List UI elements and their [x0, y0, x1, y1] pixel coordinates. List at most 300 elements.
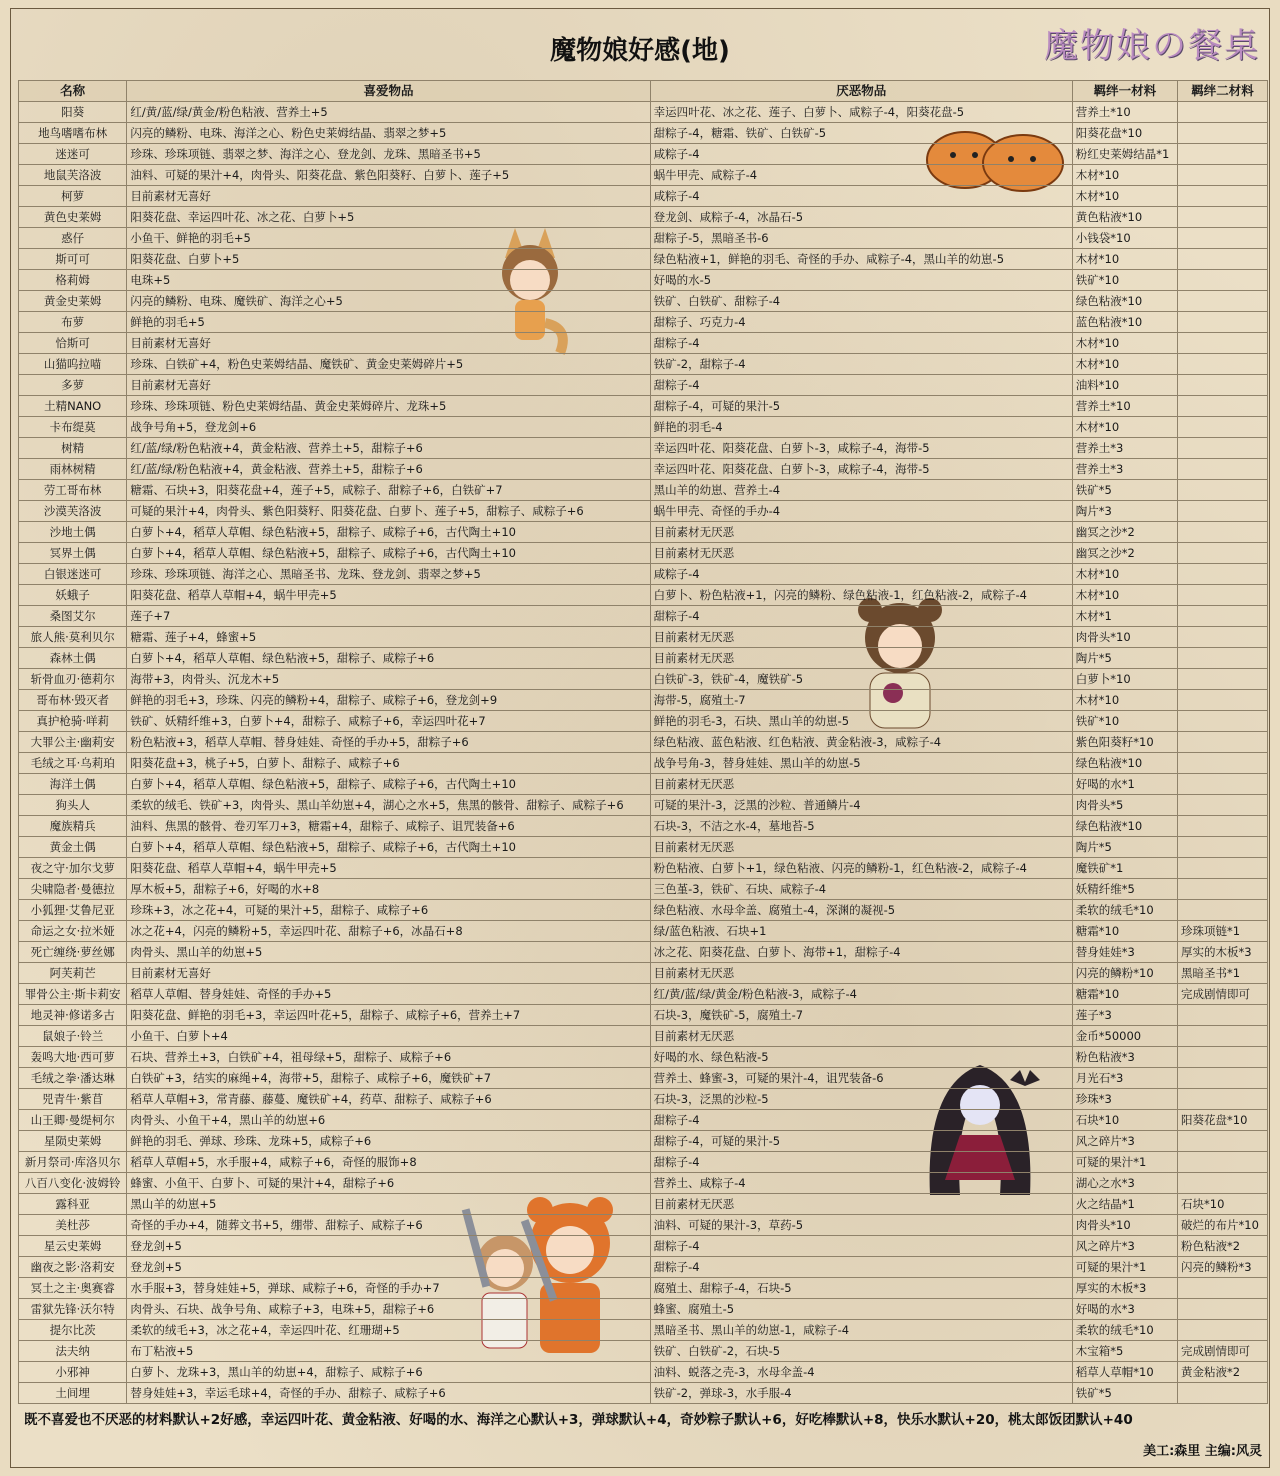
dislikes-cell: 目前素材无厌恶 [650, 543, 1072, 564]
monster-name-cell: 斩骨血刃·德莉尔 [19, 669, 127, 690]
likes-cell: 登龙剑+5 [127, 1257, 650, 1278]
table-row [19, 480, 1268, 501]
bond2-material-cell [1178, 1047, 1268, 1068]
table-row [19, 165, 1268, 186]
bond2-material-cell [1178, 1026, 1268, 1047]
bond2-material-cell [1178, 459, 1268, 480]
dislikes-cell: 蜗牛甲壳、奇怪的手办-4 [650, 501, 1072, 522]
dislikes-cell: 甜粽子-4 [650, 1110, 1072, 1131]
monster-name-cell: 柯萝 [19, 186, 127, 207]
bond2-material-cell [1178, 627, 1268, 648]
column-header-dislikes: 厌恶物品 [650, 81, 1072, 102]
monster-name-cell: 格莉姆 [19, 270, 127, 291]
bond2-material-cell [1178, 501, 1268, 522]
monster-name-cell: 法夫纳 [19, 1341, 127, 1362]
bond1-material-cell: 营养土*10 [1072, 102, 1177, 123]
dislikes-cell: 绿/蓝色粘液、石块+1 [650, 921, 1072, 942]
bond1-material-cell: 铁矿*5 [1072, 1383, 1177, 1404]
bond1-material-cell: 铁矿*5 [1072, 480, 1177, 501]
monster-name-cell: 星云史莱姆 [19, 1236, 127, 1257]
dislikes-cell: 目前素材无厌恶 [650, 837, 1072, 858]
bond2-material-cell [1178, 228, 1268, 249]
bond1-material-cell: 黄色粘液*10 [1072, 207, 1177, 228]
monster-name-cell: 罪骨公主·斯卡莉安 [19, 984, 127, 1005]
table-row [19, 585, 1268, 606]
monster-name-cell: 轰鸣大地·西可萝 [19, 1047, 127, 1068]
bond2-material-cell [1178, 606, 1268, 627]
bond1-material-cell: 妖精纤维*5 [1072, 879, 1177, 900]
table-row [19, 1320, 1268, 1341]
bond1-material-cell: 木材*10 [1072, 585, 1177, 606]
monster-name-cell: 阿芙莉芒 [19, 963, 127, 984]
likes-cell: 鲜艳的羽毛、弹球、珍珠、龙珠+5，咸粽子+6 [127, 1131, 650, 1152]
dislikes-cell: 绿色粘液、水母伞盖、腐殖土-4，深渊的凝视-5 [650, 900, 1072, 921]
monster-name-cell: 哥布林·毁灭者 [19, 690, 127, 711]
monster-name-cell: 毛绒之拳·潘达琳 [19, 1068, 127, 1089]
monster-name-cell: 海洋土偶 [19, 774, 127, 795]
likes-cell: 油料、焦黑的骸骨、卷刃军刀+3，糖霜+4，甜粽子、咸粽子、诅咒装备+6 [127, 816, 650, 837]
likes-cell: 战争号角+5，登龙剑+6 [127, 417, 650, 438]
bond2-material-cell: 破烂的布片*10 [1178, 1215, 1268, 1236]
table-row [19, 1215, 1268, 1236]
likes-cell: 小鱼干、鲜艳的羽毛+5 [127, 228, 650, 249]
bond2-material-cell [1178, 165, 1268, 186]
monster-name-cell: 沙漠芙洛波 [19, 501, 127, 522]
dislikes-cell: 石块-3，泛黑的沙粒-5 [650, 1089, 1072, 1110]
bond1-material-cell: 陶片*3 [1072, 501, 1177, 522]
bond2-material-cell: 粉色粘液*2 [1178, 1236, 1268, 1257]
bond1-material-cell: 木材*10 [1072, 417, 1177, 438]
bond2-material-cell: 珍珠项链*1 [1178, 921, 1268, 942]
bond2-material-cell [1178, 564, 1268, 585]
bond1-material-cell: 蓝色粘液*10 [1072, 312, 1177, 333]
bond1-material-cell: 铁矿*10 [1072, 711, 1177, 732]
monster-name-cell: 夜之守·加尔戈萝 [19, 858, 127, 879]
bond2-material-cell [1178, 753, 1268, 774]
dislikes-cell: 甜粽子-4 [650, 333, 1072, 354]
table-row [19, 564, 1268, 585]
table-row [19, 816, 1268, 837]
dislikes-cell: 油料、蜕落之壳-3，水母伞盖-4 [650, 1362, 1072, 1383]
table-row [19, 753, 1268, 774]
dislikes-cell: 好喝的水、绿色粘液-5 [650, 1047, 1072, 1068]
column-header-name: 名称 [19, 81, 127, 102]
bond1-material-cell: 可疑的果汁*1 [1072, 1257, 1177, 1278]
bond2-material-cell: 阳葵花盘*10 [1178, 1110, 1268, 1131]
bond1-material-cell: 木材*10 [1072, 564, 1177, 585]
dislikes-cell: 甜粽子-4 [650, 1257, 1072, 1278]
table-row [19, 186, 1268, 207]
table-row [19, 669, 1268, 690]
monster-name-cell: 露科亚 [19, 1194, 127, 1215]
bond1-material-cell: 陶片*5 [1072, 648, 1177, 669]
likes-cell: 铁矿、妖精纤维+3，白萝卜+4，甜粽子、咸粽子+6，幸运四叶花+7 [127, 711, 650, 732]
bond2-material-cell: 厚实的木板*3 [1178, 942, 1268, 963]
monster-name-cell: 桑图艾尔 [19, 606, 127, 627]
bond2-material-cell: 黄金粘液*2 [1178, 1362, 1268, 1383]
bond1-material-cell: 糖霜*10 [1072, 984, 1177, 1005]
bond2-material-cell [1178, 774, 1268, 795]
dislikes-cell: 目前素材无厌恶 [650, 1194, 1072, 1215]
bond1-material-cell: 木材*10 [1072, 690, 1177, 711]
dislikes-cell: 铁矿、白铁矿-2，石块-5 [650, 1341, 1072, 1362]
column-header-likes: 喜爱物品 [127, 81, 650, 102]
bond2-material-cell [1178, 438, 1268, 459]
likes-cell: 白铁矿+3，结实的麻绳+4，海带+5，甜粽子、咸粽子+6，魔铁矿+7 [127, 1068, 650, 1089]
dislikes-cell: 目前素材无厌恶 [650, 648, 1072, 669]
monster-name-cell: 兕青牛·紫苜 [19, 1089, 127, 1110]
bond1-material-cell: 白萝卜*10 [1072, 669, 1177, 690]
bond2-material-cell: 黑暗圣书*1 [1178, 963, 1268, 984]
likes-cell: 登龙剑+5 [127, 1236, 650, 1257]
monster-name-cell: 美杜莎 [19, 1215, 127, 1236]
monster-name-cell: 沙地土偶 [19, 522, 127, 543]
bond1-material-cell: 小钱袋*10 [1072, 228, 1177, 249]
monster-name-cell: 雨林树精 [19, 459, 127, 480]
dislikes-cell: 粉色粘液、白萝卜+1，绿色粘液、闪亮的鳞粉-1，红色粘液-2，咸粽子-4 [650, 858, 1072, 879]
dislikes-cell: 营养土、咸粽子-4 [650, 1173, 1072, 1194]
table-row [19, 1089, 1268, 1110]
dislikes-cell: 海带-5，腐殖土-7 [650, 690, 1072, 711]
bond2-material-cell [1178, 1299, 1268, 1320]
bond2-material-cell [1178, 543, 1268, 564]
bond2-material-cell [1178, 144, 1268, 165]
table-row [19, 921, 1268, 942]
bond1-material-cell: 好喝的水*3 [1072, 1299, 1177, 1320]
monster-name-cell: 白银迷迷可 [19, 564, 127, 585]
likes-cell: 白萝卜+4，稻草人草帽、绿色粘液+5，甜粽子、咸粽子+6 [127, 648, 650, 669]
dislikes-cell: 石块-3，魔铁矿-5，腐殖土-7 [650, 1005, 1072, 1026]
dislikes-cell: 幸运四叶花、阳葵花盘、白萝卜-3，咸粽子-4，海带-5 [650, 459, 1072, 480]
bond1-material-cell: 厚实的木板*3 [1072, 1278, 1177, 1299]
likes-cell: 粉色粘液+3，稻草人草帽、替身娃娃、奇怪的手办+5，甜粽子+6 [127, 732, 650, 753]
likes-cell: 鲜艳的羽毛+3，珍珠、闪亮的鳞粉+4，甜粽子、咸粽子+6，登龙剑+9 [127, 690, 650, 711]
bond2-material-cell [1178, 711, 1268, 732]
monster-name-cell: 命运之女·拉米娅 [19, 921, 127, 942]
bond2-material-cell [1178, 291, 1268, 312]
monster-name-cell: 死亡缠绕·萝丝娜 [19, 942, 127, 963]
bond1-material-cell: 替身娃娃*3 [1072, 942, 1177, 963]
bond1-material-cell: 莲子*3 [1072, 1005, 1177, 1026]
likes-cell: 柔软的绒毛+3，冰之花+4，幸运四叶花、红珊瑚+5 [127, 1320, 650, 1341]
likes-cell: 阳葵花盘、稻草人草帽+4，蜗牛甲壳+5 [127, 858, 650, 879]
bond1-material-cell: 粉色粘液*3 [1072, 1047, 1177, 1068]
bond2-material-cell [1178, 900, 1268, 921]
table-row [19, 900, 1268, 921]
monster-name-cell: 多萝 [19, 375, 127, 396]
bond1-material-cell: 肉骨头*10 [1072, 1215, 1177, 1236]
game-logo: 魔物娘の餐桌 [1044, 26, 1260, 66]
bond1-material-cell: 木材*10 [1072, 165, 1177, 186]
bond1-material-cell: 稻草人草帽*10 [1072, 1362, 1177, 1383]
likes-cell: 白萝卜+4，稻草人草帽、绿色粘液+5，甜粽子、咸粽子+6，古代陶土+10 [127, 522, 650, 543]
likes-cell: 闪亮的鳞粉、电珠、魔铁矿、海洋之心+5 [127, 291, 650, 312]
likes-cell: 珍珠+3，冰之花+4，可疑的果汁+5，甜粽子、咸粽子+6 [127, 900, 650, 921]
bond2-material-cell [1178, 312, 1268, 333]
likes-cell: 白萝卜+4，稻草人草帽、绿色粘液+5，甜粽子、咸粽子+6，古代陶土+10 [127, 774, 650, 795]
dislikes-cell: 绿色粘液+1，鲜艳的羽毛、奇怪的手办、咸粽子-4，黑山羊的幼崽-5 [650, 249, 1072, 270]
monster-name-cell: 新月祭司·库洛贝尔 [19, 1152, 127, 1173]
table-row [19, 291, 1268, 312]
likes-cell: 阳葵花盘、幸运四叶花、冰之花、白萝卜+5 [127, 207, 650, 228]
bond2-material-cell [1178, 879, 1268, 900]
monster-name-cell: 阳葵 [19, 102, 127, 123]
dislikes-cell: 腐殖土、甜粽子-4，石块-5 [650, 1278, 1072, 1299]
monster-name-cell: 小狐狸·艾鲁尼亚 [19, 900, 127, 921]
bond1-material-cell: 木宝箱*5 [1072, 1341, 1177, 1362]
likes-cell: 莲子+7 [127, 606, 650, 627]
table-row [19, 627, 1268, 648]
dislikes-cell: 目前素材无厌恶 [650, 963, 1072, 984]
bond2-material-cell [1178, 795, 1268, 816]
bond2-material-cell [1178, 1383, 1268, 1404]
dislikes-cell: 甜粽子-4，可疑的果汁-5 [650, 396, 1072, 417]
bond2-material-cell [1178, 1068, 1268, 1089]
monster-name-cell: 鼠娘子·铃兰 [19, 1026, 127, 1047]
dislikes-cell: 甜粽子-4 [650, 1236, 1072, 1257]
dislikes-cell: 甜粽子-4 [650, 1152, 1072, 1173]
likes-cell: 奇怪的手办+4，随葬文书+5，绷带、甜粽子、咸粽子+6 [127, 1215, 650, 1236]
likes-cell: 白萝卜+4，稻草人草帽、绿色粘液+5，甜粽子、咸粽子+6，古代陶土+10 [127, 543, 650, 564]
table-row [19, 1131, 1268, 1152]
dislikes-cell: 咸粽子-4 [650, 564, 1072, 585]
monster-name-cell: 提尔比茨 [19, 1320, 127, 1341]
likes-cell: 黑山羊的幼崽+5 [127, 1194, 650, 1215]
dislikes-cell: 黑山羊的幼崽、营养土-4 [650, 480, 1072, 501]
bond1-material-cell: 营养土*10 [1072, 396, 1177, 417]
monster-name-cell: 地鼠芙洛波 [19, 165, 127, 186]
column-header-bond2: 羁绊二材料 [1178, 81, 1268, 102]
bond1-material-cell: 木材*10 [1072, 249, 1177, 270]
dislikes-cell: 好喝的水-5 [650, 270, 1072, 291]
monster-name-cell: 山王卿·曼缇柯尔 [19, 1110, 127, 1131]
dislikes-cell: 鲜艳的羽毛-4 [650, 417, 1072, 438]
bond1-material-cell: 木材*10 [1072, 333, 1177, 354]
bond2-material-cell [1178, 396, 1268, 417]
likes-cell: 蜂蜜、小鱼干、白萝卜、可疑的果汁+4，甜粽子+6 [127, 1173, 650, 1194]
bond2-material-cell [1178, 480, 1268, 501]
bond2-material-cell [1178, 1278, 1268, 1299]
bond2-material-cell [1178, 1320, 1268, 1341]
bond2-material-cell: 石块*10 [1178, 1194, 1268, 1215]
monster-name-cell: 魔族精兵 [19, 816, 127, 837]
bond1-material-cell: 幽冥之沙*2 [1072, 543, 1177, 564]
bond1-material-cell: 珍珠*3 [1072, 1089, 1177, 1110]
bond2-material-cell [1178, 354, 1268, 375]
table-row [19, 1383, 1268, 1404]
likes-cell: 白萝卜、龙珠+3，黑山羊的幼崽+4，甜粽子、咸粽子+6 [127, 1362, 650, 1383]
likes-cell: 糖霜、石块+3，阳葵花盘+4，莲子+5，咸粽子、甜粽子+6，白铁矿+7 [127, 480, 650, 501]
bond2-material-cell: 完成剧情即可 [1178, 1341, 1268, 1362]
dislikes-cell: 甜粽子-4，糖霜、铁矿、白铁矿-5 [650, 123, 1072, 144]
dislikes-cell: 营养土、蜂蜜-3，可疑的果汁-4，诅咒装备-6 [650, 1068, 1072, 1089]
dislikes-cell: 蜗牛甲壳、咸粽子-4 [650, 165, 1072, 186]
bond1-material-cell: 营养土*3 [1072, 438, 1177, 459]
dislikes-cell: 油料、可疑的果汁-3，草药-5 [650, 1215, 1072, 1236]
bond1-material-cell: 木材*1 [1072, 606, 1177, 627]
bond1-material-cell: 好喝的水*1 [1072, 774, 1177, 795]
likes-cell: 厚木板+5，甜粽子+6，好喝的水+8 [127, 879, 650, 900]
table-row [19, 1341, 1268, 1362]
table-row [19, 1257, 1268, 1278]
dislikes-cell: 三色堇-3，铁矿、石块、咸粽子-4 [650, 879, 1072, 900]
table-row [19, 858, 1268, 879]
table-row [19, 1362, 1268, 1383]
dislikes-cell: 可疑的果汁-3，泛黑的沙粒、普通鳞片-4 [650, 795, 1072, 816]
likes-cell: 小鱼干、白萝卜+4 [127, 1026, 650, 1047]
bond1-material-cell: 火之结晶*1 [1072, 1194, 1177, 1215]
likes-cell: 珍珠、珍珠项链、翡翠之梦、海洋之心、登龙剑、龙珠、黑暗圣书+5 [127, 144, 650, 165]
bond2-material-cell [1178, 375, 1268, 396]
table-row [19, 417, 1268, 438]
dislikes-cell: 绿色粘液、蓝色粘液、红色粘液、黄金粘液-3，咸粽子-4 [650, 732, 1072, 753]
dislikes-cell: 黑暗圣书、黑山羊的幼崽-1，咸粽子-4 [650, 1320, 1072, 1341]
bond2-material-cell [1178, 1089, 1268, 1110]
monster-name-cell: 旅人熊·莫利贝尔 [19, 627, 127, 648]
bond2-material-cell [1178, 669, 1268, 690]
likes-cell: 白萝卜+4，稻草人草帽、绿色粘液+5，甜粽子、咸粽子+6，古代陶土+10 [127, 837, 650, 858]
likes-cell: 鲜艳的羽毛+5 [127, 312, 650, 333]
table-row [19, 1173, 1268, 1194]
dislikes-cell: 冰之花、阳葵花盘、白萝卜、海带+1，甜粽子-4 [650, 942, 1072, 963]
bond1-material-cell: 肉骨头*10 [1072, 627, 1177, 648]
bond1-material-cell: 月光石*3 [1072, 1068, 1177, 1089]
likes-cell: 闪亮的鳞粉、电珠、海洋之心、粉色史莱姆结晶、翡翠之梦+5 [127, 123, 650, 144]
bond2-material-cell [1178, 732, 1268, 753]
likes-cell: 珍珠、白铁矿+4，粉色史莱姆结晶、魔铁矿、黄金史莱姆碎片+5 [127, 354, 650, 375]
dislikes-cell: 登龙剑、咸粽子-4，冰晶石-5 [650, 207, 1072, 228]
dislikes-cell: 甜粽子-4，可疑的果汁-5 [650, 1131, 1072, 1152]
bond1-material-cell: 湖心之水*3 [1072, 1173, 1177, 1194]
dislikes-cell: 目前素材无厌恶 [650, 1026, 1072, 1047]
monster-name-cell: 毛绒之耳·乌莉珀 [19, 753, 127, 774]
dislikes-cell: 咸粽子-4 [650, 186, 1072, 207]
monster-name-cell: 大罪公主·幽莉安 [19, 732, 127, 753]
bond2-material-cell: 闪亮的鳞粉*3 [1178, 1257, 1268, 1278]
dislikes-cell: 甜粽子-4 [650, 606, 1072, 627]
table-row [19, 228, 1268, 249]
bond1-material-cell: 陶片*5 [1072, 837, 1177, 858]
bond1-material-cell: 绿色粘液*10 [1072, 753, 1177, 774]
likes-cell: 红/蓝/绿/粉色粘液+4，黄金粘液、营养土+5，甜粽子+6 [127, 438, 650, 459]
table-row [19, 438, 1268, 459]
dislikes-cell: 幸运四叶花、阳葵花盘、白萝卜-3，咸粽子-4，海带-5 [650, 438, 1072, 459]
dislikes-cell: 目前素材无厌恶 [650, 774, 1072, 795]
monster-name-cell: 小邪神 [19, 1362, 127, 1383]
bond1-material-cell: 肉骨头*5 [1072, 795, 1177, 816]
table-row [19, 1005, 1268, 1026]
likes-cell: 油料、可疑的果汁+4，肉骨头、阳葵花盘、紫色阳葵籽、白萝卜、莲子+5 [127, 165, 650, 186]
bond1-material-cell: 可疑的果汁*1 [1072, 1152, 1177, 1173]
bond2-material-cell [1178, 1005, 1268, 1026]
monster-name-cell: 星陨史莱姆 [19, 1131, 127, 1152]
bond2-material-cell [1178, 207, 1268, 228]
table-header-row [19, 81, 1268, 102]
bond1-material-cell: 金币*50000 [1072, 1026, 1177, 1047]
table-row [19, 648, 1268, 669]
dislikes-cell: 铁矿-2，弹球-3，水手服-4 [650, 1383, 1072, 1404]
dislikes-cell: 白萝卜、粉色粘液+1，闪亮的鳞粉、绿色粘液-1，红色粘液-2，咸粽子-4 [650, 585, 1072, 606]
table-row [19, 375, 1268, 396]
likes-cell: 肉骨头、黑山羊的幼崽+5 [127, 942, 650, 963]
likes-cell: 柔软的绒毛、铁矿+3，肉骨头、黑山羊幼崽+4，湖心之水+5，焦黑的骸骨、甜粽子、咸粽子+6 [127, 795, 650, 816]
dislikes-cell: 咸粽子-4 [650, 144, 1072, 165]
table-row [19, 837, 1268, 858]
likes-cell: 肉骨头、小鱼干+4，黑山羊的幼崽+6 [127, 1110, 650, 1131]
bond2-material-cell [1178, 690, 1268, 711]
monster-name-cell: 惑仔 [19, 228, 127, 249]
bond2-material-cell [1178, 417, 1268, 438]
table-row [19, 732, 1268, 753]
bond1-material-cell: 柔软的绒毛*10 [1072, 900, 1177, 921]
likes-cell: 稻草人草帽、替身娃娃、奇怪的手办+5 [127, 984, 650, 1005]
dislikes-cell: 战争号角-3，替身娃娃、黑山羊的幼崽-5 [650, 753, 1072, 774]
dislikes-cell: 甜粽子-4 [650, 375, 1072, 396]
dislikes-cell: 白铁矿-3，铁矿-4，魔铁矿-5 [650, 669, 1072, 690]
bond1-material-cell: 风之碎片*3 [1072, 1131, 1177, 1152]
likes-cell: 阳葵花盘、稻草人草帽+4，蜗牛甲壳+5 [127, 585, 650, 606]
bond2-material-cell [1178, 123, 1268, 144]
bond1-material-cell: 糖霜*10 [1072, 921, 1177, 942]
likes-cell: 海带+3，肉骨头、沉龙木+5 [127, 669, 650, 690]
credits: 美工:森里 主编:风灵 [1143, 1444, 1262, 1459]
monster-name-cell: 山猫呜拉喵 [19, 354, 127, 375]
table-row [19, 984, 1268, 1005]
likes-cell: 目前素材无喜好 [127, 333, 650, 354]
likes-cell: 稻草人草帽+3，常青藤、藤蔓、魔铁矿+4，药草、甜粽子、咸粽子+6 [127, 1089, 650, 1110]
table-row [19, 1047, 1268, 1068]
likes-cell: 稻草人草帽+5，水手服+4，咸粽子+6，奇怪的服饰+8 [127, 1152, 650, 1173]
dislikes-cell: 鲜艳的羽毛-3，石块、黑山羊的幼崽-5 [650, 711, 1072, 732]
table-row [19, 249, 1268, 270]
likes-cell: 阳葵花盘、白萝卜+5 [127, 249, 650, 270]
table-row [19, 312, 1268, 333]
table-row [19, 123, 1268, 144]
bond1-material-cell: 魔铁矿*1 [1072, 858, 1177, 879]
monster-name-cell: 黄色史莱姆 [19, 207, 127, 228]
bond1-material-cell: 油料*10 [1072, 375, 1177, 396]
table-row [19, 396, 1268, 417]
dislikes-cell: 幸运四叶花、冰之花、莲子、白萝卜、咸粽子-4，阳葵花盘-5 [650, 102, 1072, 123]
monster-name-cell: 冥界土偶 [19, 543, 127, 564]
bond1-material-cell: 绿色粘液*10 [1072, 291, 1177, 312]
bond1-material-cell: 木材*10 [1072, 354, 1177, 375]
bond2-material-cell [1178, 249, 1268, 270]
dislikes-cell: 红/黄/蓝/绿/黄金/粉色粘液-3，咸粽子-4 [650, 984, 1072, 1005]
table-row [19, 795, 1268, 816]
monster-name-cell: 黄金史莱姆 [19, 291, 127, 312]
monster-name-cell: 斯可可 [19, 249, 127, 270]
likes-cell: 电珠+5 [127, 270, 650, 291]
bond1-material-cell: 阳葵花盘*10 [1072, 123, 1177, 144]
likes-cell: 目前素材无喜好 [127, 963, 650, 984]
table-row [19, 522, 1268, 543]
table-row [19, 711, 1268, 732]
bond2-material-cell [1178, 858, 1268, 879]
bond2-material-cell [1178, 1131, 1268, 1152]
table-row [19, 879, 1268, 900]
table-row [19, 207, 1268, 228]
dislikes-cell: 铁矿-2，甜粽子-4 [650, 354, 1072, 375]
monster-name-cell: 幽夜之影·洛莉安 [19, 1257, 127, 1278]
likes-cell: 阳葵花盘、鲜艳的羽毛+3，幸运四叶花+5，甜粽子、咸粽子+6，营养土+7 [127, 1005, 650, 1026]
table-row [19, 354, 1268, 375]
bond2-material-cell [1178, 648, 1268, 669]
dislikes-cell: 甜粽子、巧克力-4 [650, 312, 1072, 333]
bond2-material-cell [1178, 522, 1268, 543]
table-row [19, 459, 1268, 480]
page-title: 魔物娘好感(地) [550, 36, 730, 66]
